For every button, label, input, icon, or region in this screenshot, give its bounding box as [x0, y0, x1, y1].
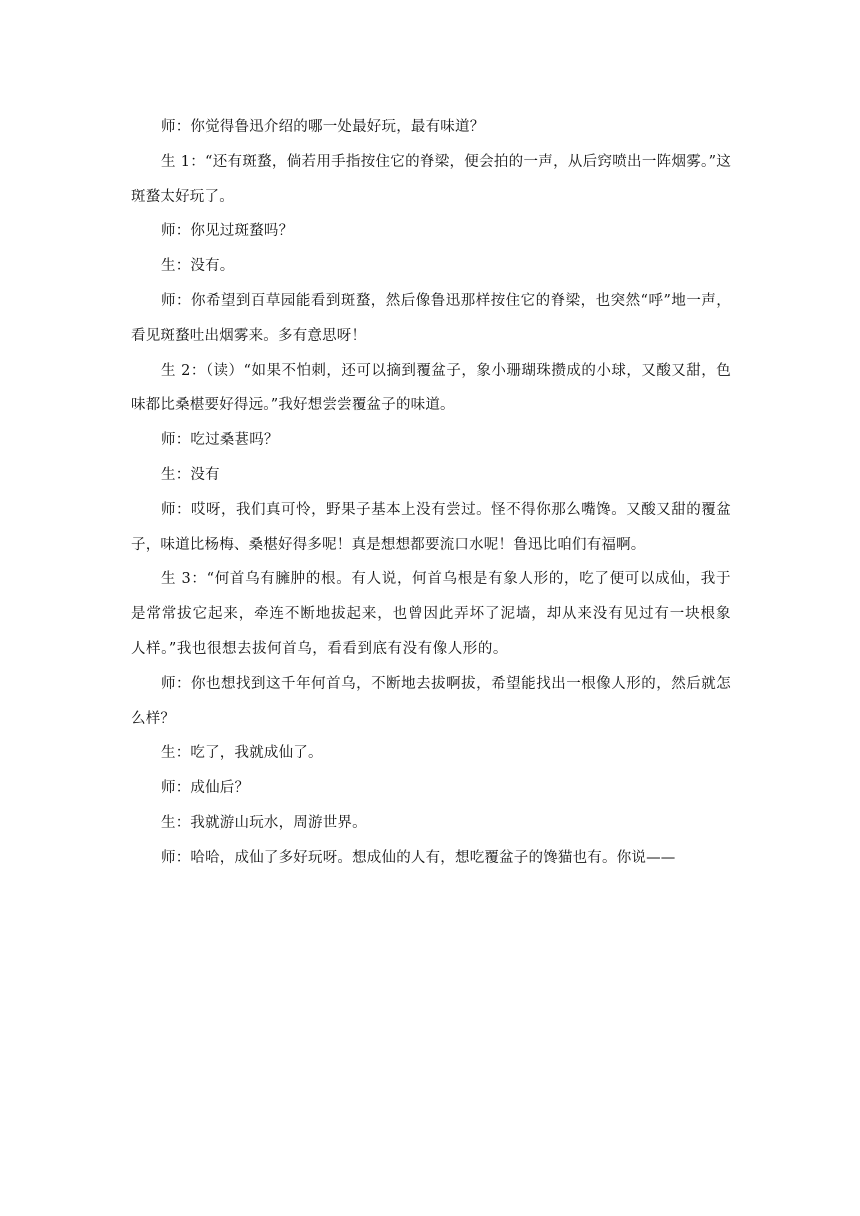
dialogue-paragraph: 生：没有	[161, 466, 220, 483]
dialogue-paragraph: 师：你希望到百草园能看到斑蝥，然后像鲁迅那样按住它的脊梁，也突然“呼”地一声，看见斑蝥吐出烟雾来。多有意思呀！	[131, 292, 731, 344]
dialogue-paragraph: 生：吃了，我就成仙了。	[161, 745, 323, 762]
dialogue-paragraph: 师：你见过斑蝥吗？	[161, 223, 294, 240]
document-body	[131, 110, 731, 876]
dialogue-paragraph: 生 1：“还有斑蝥，倘若用手指按住它的脊梁，便会拍的一声，从后窍喷出一阵烟雾。”这斑蝥太好玩了。	[131, 153, 731, 205]
dialogue-paragraph: 师：哈哈，成仙了多好玩呀。想成仙的人有，想吃覆盆子的馋猫也有。你说——	[161, 849, 676, 866]
dialogue-paragraph: 师：你觉得鲁迅介绍的哪一处最好玩，最有味道？	[161, 119, 485, 135]
dialogue-paragraph: 师：哎呀，我们真可怜，野果子基本上没有尝过。怪不得你那么嘴馋。又酸又甜的覆盆子，味道比杨梅、桑椹好得多呢！真是想想都要流口水呢！鲁迅比咱们有福啊。	[131, 501, 731, 553]
dialogue-paragraph: 生：我就游山玩水，周游世界。	[161, 814, 367, 831]
dialogue-paragraph: 师：你也想找到这千年何首乌，不断地去拔啊拔，希望能找出一根像人形的，然后就怎么样？	[131, 675, 731, 727]
dialogue-paragraph: 生 2：（读）“如果不怕刺，还可以摘到覆盆子，象小珊瑚珠攒成的小球，又酸又甜，色味都比桑椹要好得远。”我好想尝尝覆盆子的味道。	[131, 362, 731, 414]
dialogue-paragraph: 生：没有。	[161, 258, 235, 275]
dialogue-paragraph: 师：吃过桑葚吗？	[161, 432, 279, 449]
dialogue-paragraph: 生 3：“何首乌有臃肿的根。有人说，何首乌根是有象人形的，吃了便可以成仙，我于是常常拔它起来，牵连不断地拔起来，也曾因此弄坏了泥墙，却从来没有见过有一块根象人样。”我也很想去拔何首乌，看看到底有没有像人形的。	[131, 571, 731, 657]
dialogue-paragraph: 师：成仙后？	[161, 780, 250, 797]
